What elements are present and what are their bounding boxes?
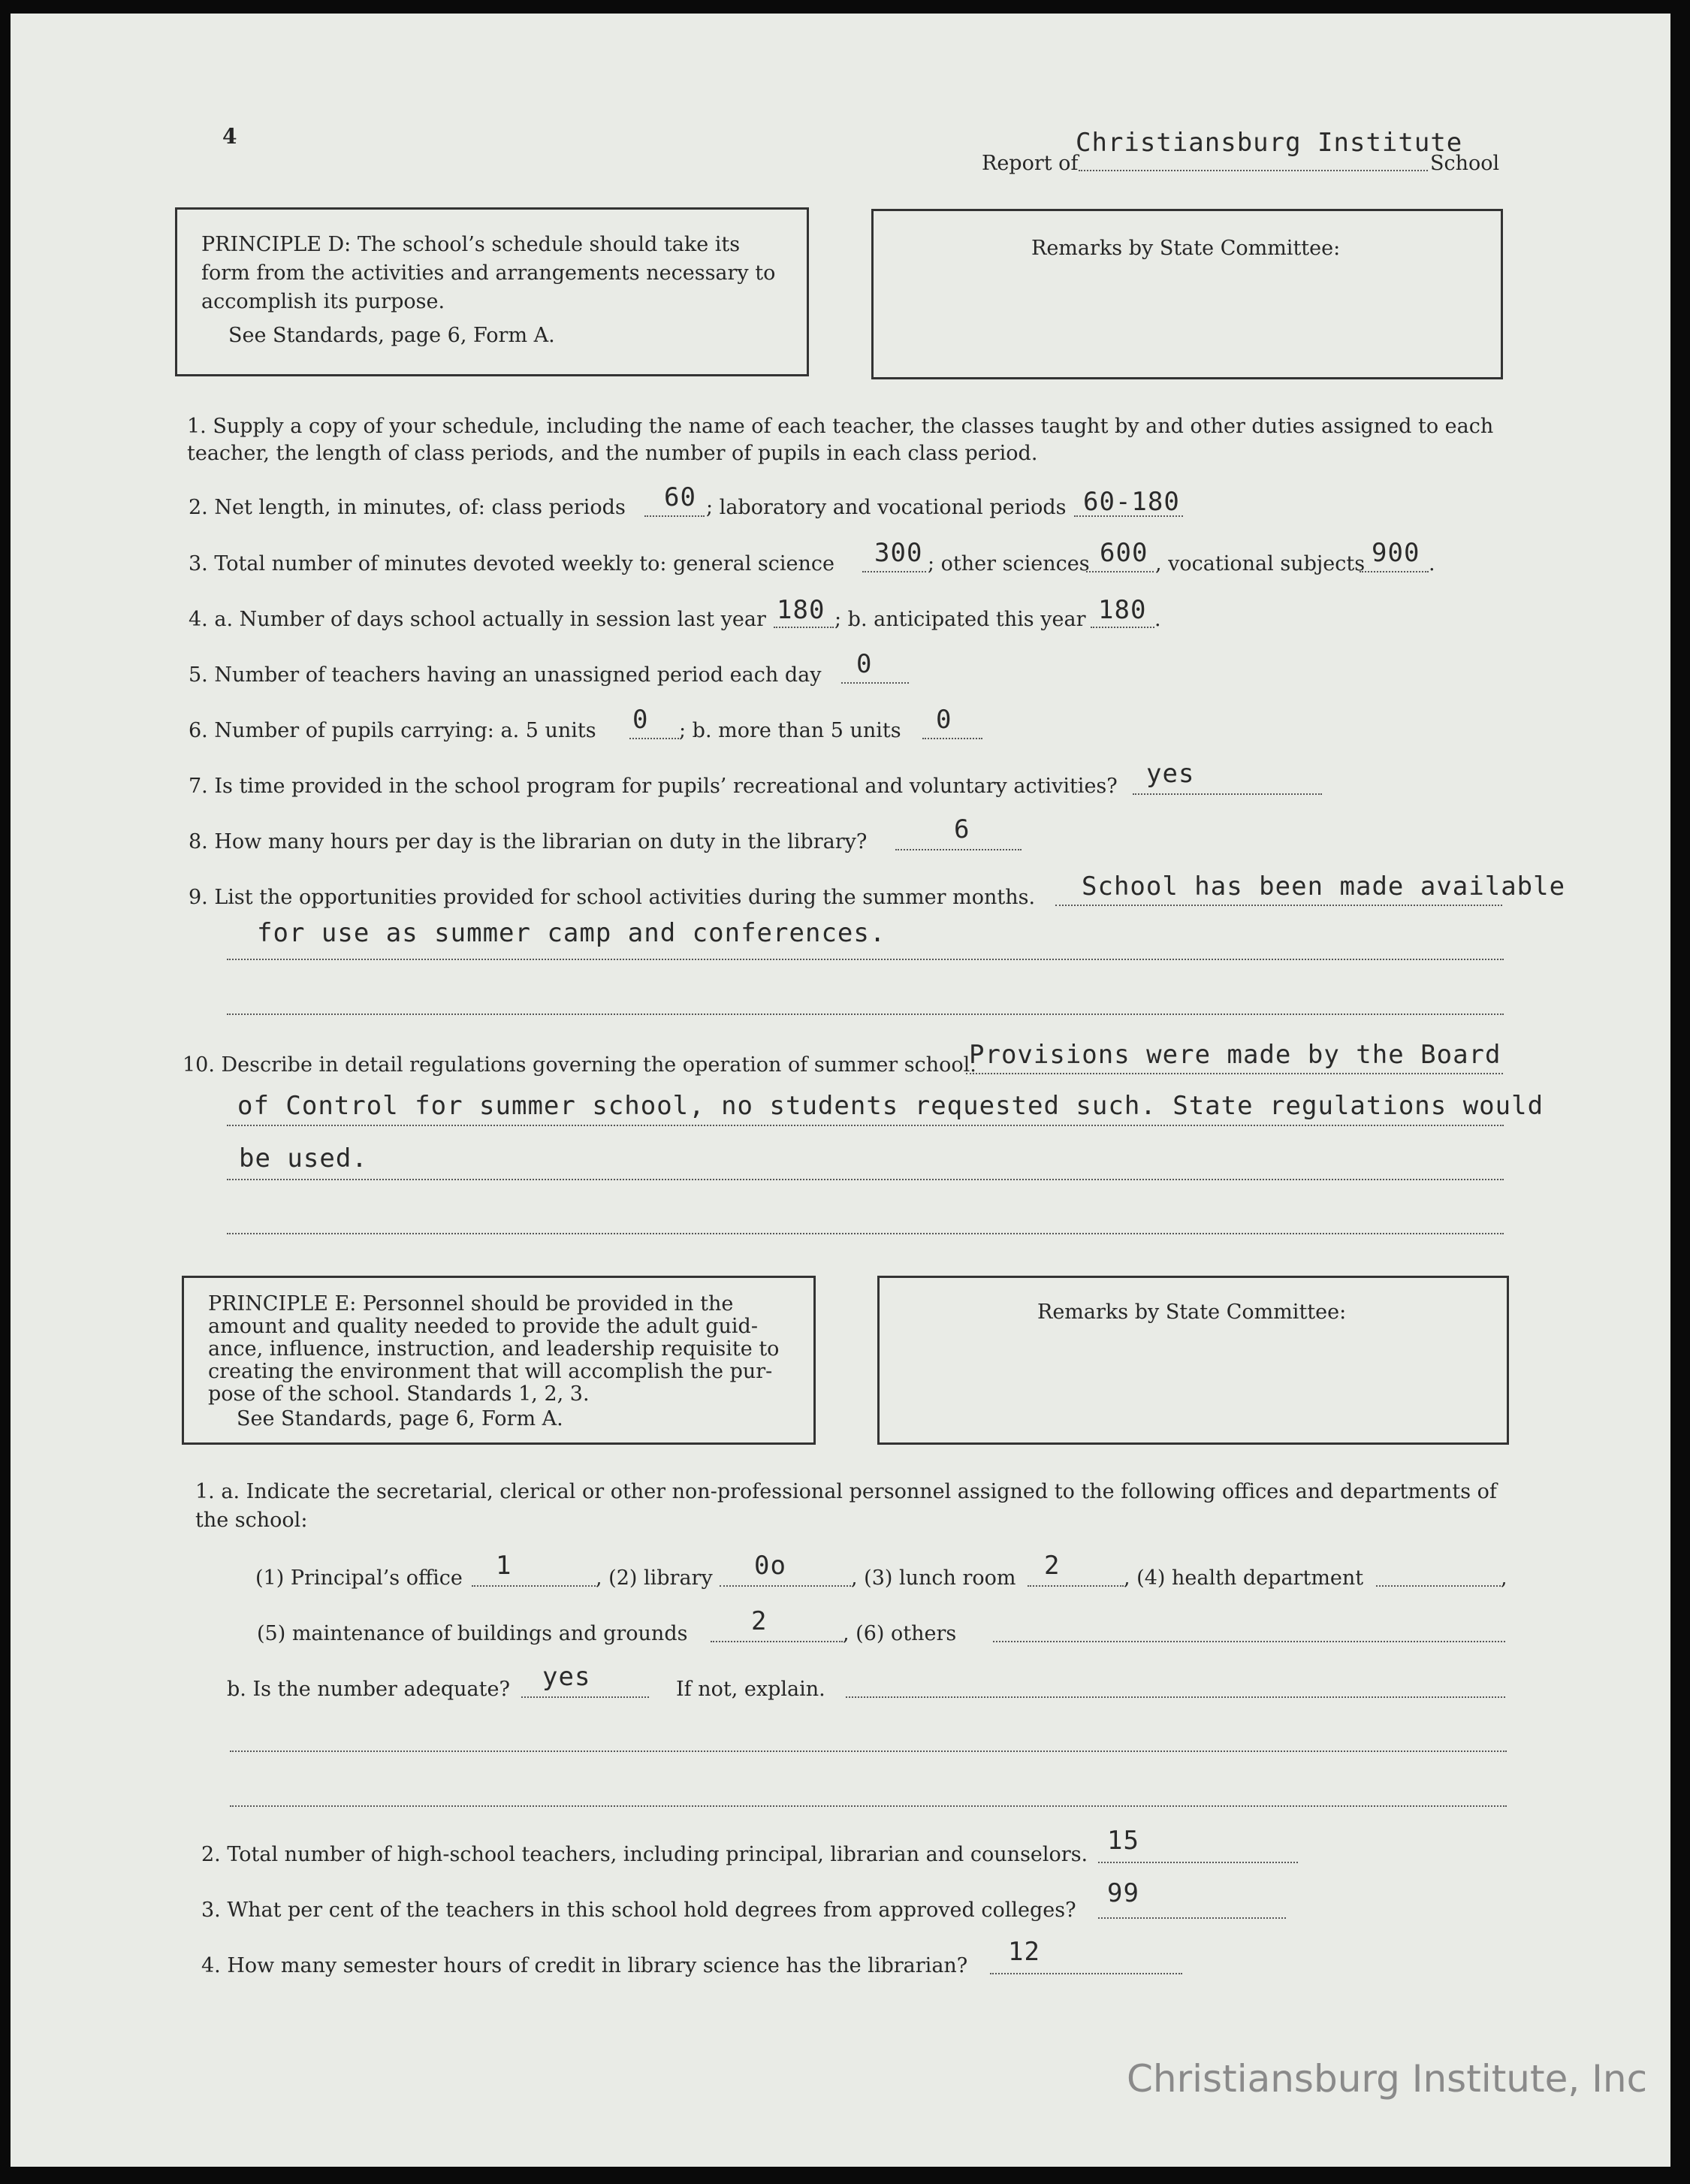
e-q1-maint-label: (5) maintenance of buildings and grounds [257, 1622, 688, 1645]
d-q3-label-b: ; other sciences [928, 552, 1090, 575]
e-q4-label: 4. How many semester hours of credit in library science has the librarian? [201, 1954, 968, 1977]
e-q1-lunch-label: , (3) lunch room [851, 1566, 1016, 1590]
principle-e-remarks-box [877, 1276, 1509, 1445]
d-q4-this-year: 180 [1098, 595, 1147, 625]
e-q1-principal-value: 1 [496, 1551, 512, 1581]
d-q4-label-a: 4. a. Number of days school actually in session last year [189, 608, 766, 631]
d-q10-answer-line3: be used. [239, 1143, 368, 1174]
d-q10-answer-line1: Provisions were made by the Board [969, 1040, 1501, 1070]
principle-e-remarks-label: Remarks by State Committee: [1037, 1300, 1347, 1324]
d-q3-vocational: 900 [1372, 538, 1420, 568]
page-number: 4 [222, 124, 237, 149]
principle-d-box [175, 207, 809, 376]
e-q1-maint-value: 2 [751, 1606, 768, 1636]
d-q9-answer-line1: School has been made available [1082, 871, 1566, 902]
principle-d-text: PRINCIPLE D: The school’s schedule should take its form from the activities and arrangements necessary to accomplish its purpose. [201, 233, 776, 313]
e-q3-value: 99 [1107, 1878, 1139, 1908]
d-q3-label-c: , vocational subjects [1155, 552, 1366, 575]
d-q2-class-periods: 60 [664, 482, 696, 512]
d-q6-five-units: 0 [632, 705, 649, 735]
e-q2-label: 2. Total number of high-school teachers, including principal, librarian and counselors. [201, 1843, 1088, 1866]
e-q1a: 1. a. Indicate the secretarial, clerical or other non-professional personnel assigned to the following offices and departments of the school: [195, 1480, 1497, 1532]
e-q1-others-label: , (6) others [843, 1622, 957, 1645]
principle-e-text: PRINCIPLE E: Personnel should be provided in the amount and quality needed to provide the adult guid- ance, influence, instruction, and leadership requisite to creating the environment that will accomplish the pur- pose of the school. Standards 1, 2, 3. [208, 1292, 780, 1406]
e-q1-library-value: 0o [754, 1551, 786, 1581]
school-label: School [1430, 152, 1500, 175]
d-q3-general-science: 300 [874, 538, 923, 568]
d-q4-last-year: 180 [777, 595, 825, 625]
d-q4-label-b: ; b. anticipated this year [834, 608, 1086, 631]
e-q2-value: 15 [1107, 1826, 1139, 1856]
e-q4-value: 12 [1008, 1937, 1040, 1967]
principle-e-see: See Standards, page 6, Form A. [237, 1407, 563, 1430]
d-q7-label: 7. Is time provided in the school program for pupils’ recreational and voluntary activities? [189, 775, 1118, 798]
principle-e-box [182, 1276, 816, 1445]
d-q6-label-b: ; b. more than 5 units [679, 719, 901, 742]
report-of-label: Report of [982, 152, 1079, 175]
e-q3-label: 3. What per cent of the teachers in this school hold degrees from approved colleges? [201, 1899, 1076, 1922]
d-q2-label-b: ; laboratory and vocational periods [706, 496, 1067, 519]
watermark: Christiansburg Institute, Inc [1127, 2057, 1648, 2101]
principle-d-remarks-box [871, 209, 1503, 379]
d-q7-value: yes [1146, 759, 1195, 789]
e-q1-health-label: , (4) health department [1124, 1566, 1364, 1590]
d-q9-label: 9. List the opportunities provided for school activities during the summer months. [189, 886, 1036, 909]
e-q1-principal-label: (1) Principal’s office [255, 1566, 463, 1590]
d-q9-answer-line2: for use as summer camp and conferences. [257, 918, 886, 948]
d-q6-label-a: 6. Number of pupils carrying: a. 5 units [189, 719, 596, 742]
d-q6-more-units: 0 [936, 705, 952, 735]
d-q5-value: 0 [856, 649, 873, 679]
d-q3-end: . [1429, 552, 1435, 575]
d-q10-answer-line2: of Control for summer school, no students requested such. State regulations would [237, 1091, 1544, 1121]
d-q8-value: 6 [954, 814, 970, 844]
principle-d-see: See Standards, page 6, Form A. [228, 324, 555, 347]
d-q2-lab-periods: 60-180 [1083, 487, 1180, 517]
e-q1b-explain: If not, explain. [676, 1678, 825, 1701]
d-q5-label: 5. Number of teachers having an unassigned period each day [189, 663, 822, 687]
d-q4-end: . [1154, 608, 1161, 631]
e-q1b-label: b. Is the number adequate? [227, 1678, 510, 1701]
d-q1: 1. Supply a copy of your schedule, including the name of each teacher, the classes taught by and other duties assigned to each teacher, the length of class periods, and the number of pupils in each class period. [187, 415, 1494, 465]
d-q3-label-a: 3. Total number of minutes devoted weekly to: general science [189, 552, 835, 575]
principle-d-remarks-label: Remarks by State Committee: [1031, 237, 1341, 260]
school-name: Christiansburg Institute [1076, 128, 1463, 158]
d-q3-other-sciences: 600 [1100, 538, 1148, 568]
e-q1-lunch-value: 2 [1044, 1551, 1061, 1581]
d-q8-label: 8. How many hours per day is the librarian on duty in the library? [189, 830, 868, 853]
e-q1-library-label: , (2) library [596, 1566, 713, 1590]
e-q1b-value: yes [542, 1662, 591, 1692]
d-q2-label-a: 2. Net length, in minutes, of: class periods [189, 496, 626, 519]
d-q10-label: 10. Describe in detail regulations governing the operation of summer school. [183, 1053, 976, 1077]
